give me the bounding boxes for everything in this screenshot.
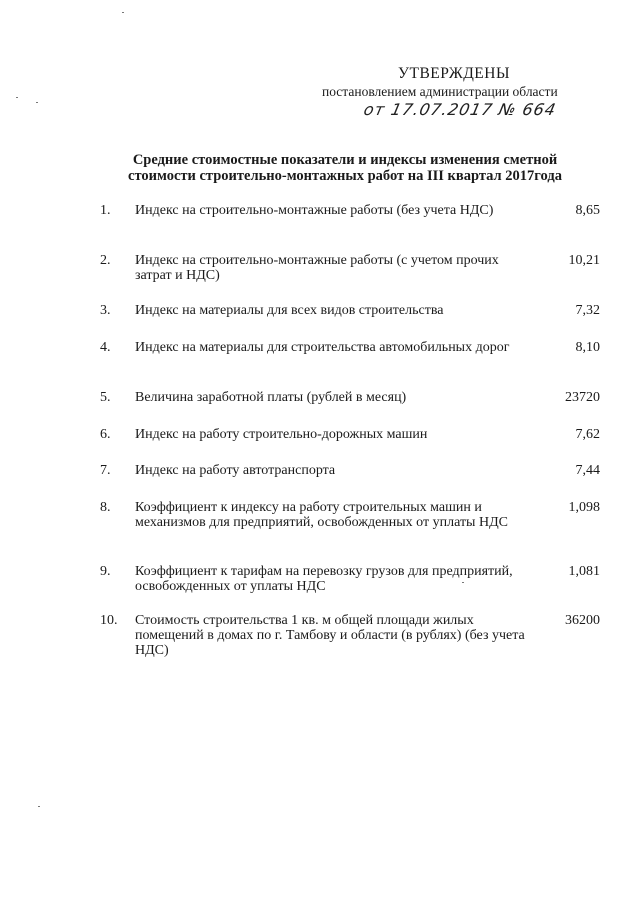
row-number: 7. [100, 463, 111, 478]
row-number: 2. [100, 253, 111, 268]
row-number: 1. [100, 203, 111, 218]
approved-heading: УТВЕРЖДЕНЫ [398, 65, 510, 82]
row-value: 1,098 [568, 500, 600, 515]
row-number: 5. [100, 390, 111, 405]
row-number: 4. [100, 340, 111, 355]
scan-speck [122, 12, 124, 13]
scan-speck [38, 806, 40, 807]
row-value: 8,10 [575, 340, 600, 355]
row-number: 10. [100, 613, 118, 628]
row-text: Индекс на работу автотранспорта [135, 463, 336, 478]
row-value: 7,32 [575, 303, 600, 318]
scan-speck [36, 102, 38, 103]
row-text: Коэффициент к индексу на работу строительных машин и механизмов для предприятий, освобожденных от уплаты НДС [135, 500, 508, 530]
row-number: 8. [100, 500, 111, 515]
row-text: Стоимость строительства 1 кв. м общей площади жилых помещений в домах по г. Тамбову и области (в рублях) (без учета НДС) [135, 613, 525, 658]
row-value: 23720 [565, 390, 600, 405]
row-text: Индекс на материалы для строительства автомобильных дорог [135, 340, 510, 355]
row-number: 6. [100, 427, 111, 442]
scan-speck [16, 97, 18, 98]
row-value: 8,65 [575, 203, 600, 218]
row-text: Индекс на работу строительно-дорожных машин [135, 427, 428, 442]
row-value: 7,44 [575, 463, 600, 478]
document-title: Средние стоимостные показатели и индексы изменения сметной стоимости строительно-монтажных работ на III квартал 2017года [128, 152, 562, 184]
row-value: 7,62 [575, 427, 600, 442]
row-text: Индекс на материалы для всех видов строительства [135, 303, 444, 318]
row-text: Коэффициент к тарифам на перевозку грузов для предприятий, освобожденных от уплаты НДС [135, 564, 513, 594]
scan-speck [462, 582, 464, 583]
row-number: 3. [100, 303, 111, 318]
row-text: Индекс на строительно-монтажные работы (без учета НДС) [135, 203, 494, 218]
decree-line: постановлением администрации области [322, 84, 558, 99]
row-number: 9. [100, 564, 111, 579]
handwritten-date-signature: от 17.07.2017 № 664 [361, 100, 559, 119]
row-text: Индекс на строительно-монтажные работы (с учетом прочих затрат и НДС) [135, 253, 499, 283]
row-value: 10,21 [568, 253, 600, 268]
row-text: Величина заработной платы (рублей в месяц) [135, 390, 407, 405]
row-value: 36200 [565, 613, 600, 628]
row-value: 1,081 [568, 564, 600, 579]
